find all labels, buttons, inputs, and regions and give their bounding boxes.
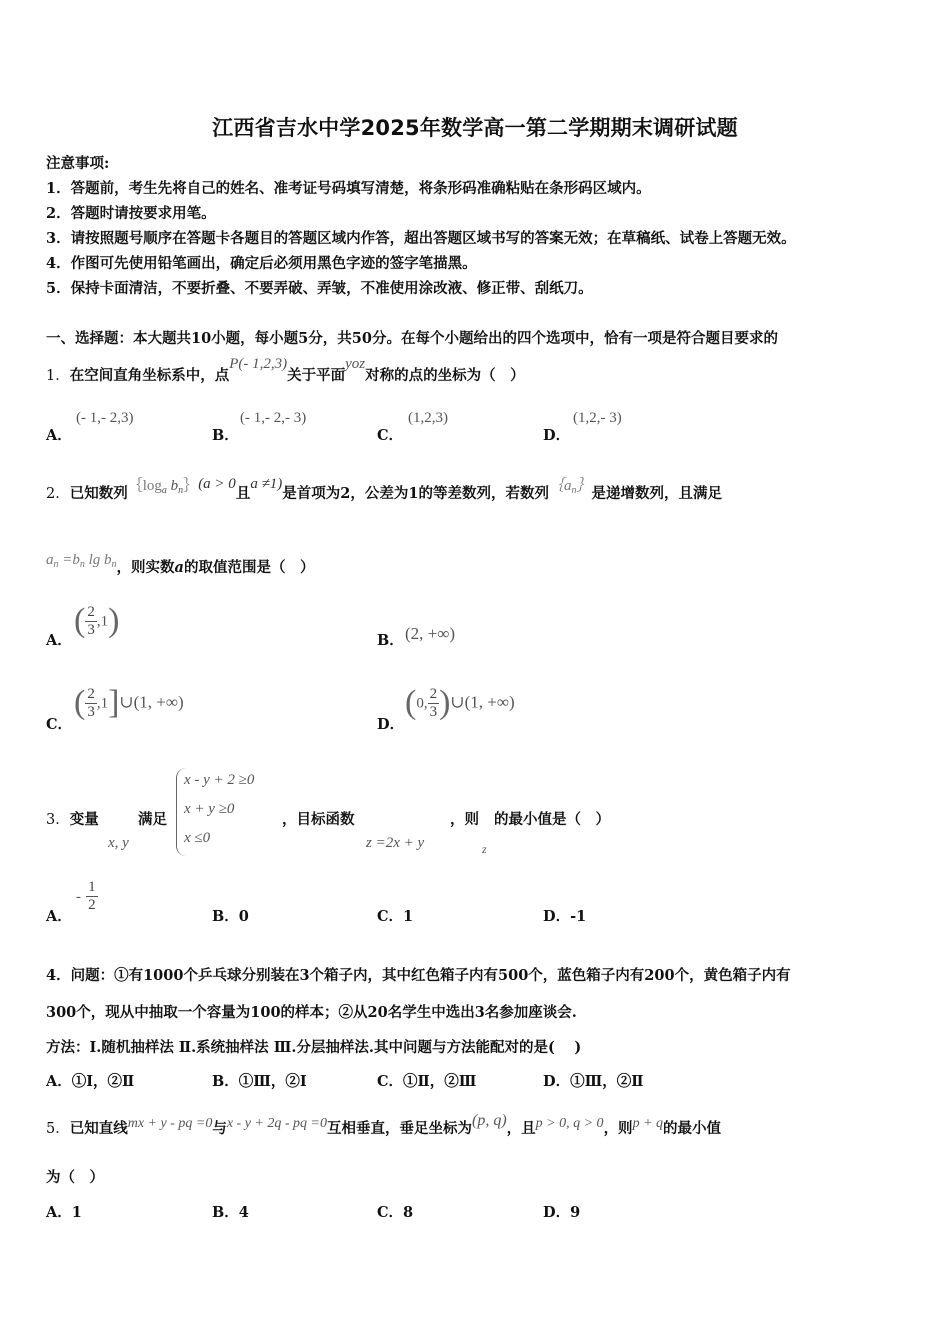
q1-option-a-value: (- 1,- 2,3) xyxy=(76,410,134,426)
q3-option-a[interactable]: A． xyxy=(46,908,72,925)
q5-option-b[interactable]: B．4 xyxy=(212,1204,249,1221)
q3-option-a-value: - $\frac{1}{2}$ xyxy=(76,879,96,913)
q3-text-2: 满足 xyxy=(138,811,167,828)
q5-condition: p > 0, q > 0 xyxy=(535,1116,604,1131)
question-5-line-2: 为（ ） xyxy=(46,1169,104,1186)
question-number: 3． xyxy=(46,812,70,828)
q2-text-4: 是递增数列，且满足 xyxy=(591,485,723,502)
q3-option-d[interactable]: D．-1 xyxy=(543,908,587,925)
q2-option-a[interactable]: A． xyxy=(46,632,72,649)
q2-condition-1: (a > 0 xyxy=(198,476,236,492)
notice-item-1: 1．答题前，考生先将自己的姓名、准考证号码填写清楚，将条形码准确粘贴在条形码区域内。 xyxy=(46,180,651,197)
q2-option-c[interactable]: C． xyxy=(46,716,73,733)
q3-constraint-2: x + y ≥0 xyxy=(184,801,235,817)
q2-text-5: ，则实数 xyxy=(116,559,175,576)
notice-item-4: 4．作图可先使用铅笔画出，确定后必须用黑色字迹的签字笔描黑。 xyxy=(46,255,477,272)
question-4-line-3: 方法：Ⅰ.随机抽样法 Ⅱ.系统抽样法 Ⅲ.分层抽样法.其中问题与方法能配对的是( ) xyxy=(46,1039,582,1056)
question-number: 1． xyxy=(46,368,70,384)
question-5 xyxy=(46,1112,722,1138)
q2-option-c-value: ( $\frac{2}{3}$ ,1]∪(1, +∞) xyxy=(74,684,184,721)
section-heading: 一、选择题：本大题共10小题，每小题5分，共50分。在每个小题给出的四个选项中，恰有一项是符合题目要求的 xyxy=(46,330,778,347)
q3-text-5: 的最小值是（ ） xyxy=(494,811,610,828)
q1-option-b-value: (- 1,- 2,- 3) xyxy=(240,410,307,426)
q3-constraint-3: x ≤0 xyxy=(184,830,211,846)
q5-line-2: x - y + 2q - pq =0 xyxy=(226,1116,327,1131)
q2-log-term: $\{\log_a$ $b_n\}$ xyxy=(127,478,199,496)
q3-text-3: ，目标函数 xyxy=(282,811,355,828)
q2-condition-2: a ≠1) xyxy=(250,476,283,492)
q2-option-d[interactable]: D． xyxy=(377,716,405,733)
q3-text-1: 变量 xyxy=(69,811,99,828)
q3-constraint-1: x - y + 2 ≥0 xyxy=(184,772,255,788)
question-number: 5． xyxy=(46,1121,70,1137)
q2-option-b-value: (2, +∞) xyxy=(405,624,456,643)
q2-text-6: 的取值范围是（ ） xyxy=(183,559,315,576)
q2-text-3: 是首项为2，公差为1的等差数列，若数列 xyxy=(282,485,549,502)
q3-text-4: ，则 xyxy=(450,811,479,828)
q1-option-a[interactable]: A． xyxy=(46,427,72,444)
notice-item-5: 5．保持卡面清洁，不要折叠、不要弄破、弄皱，不准使用涂改液、修正带、刮纸刀。 xyxy=(46,280,593,297)
q3-option-c[interactable]: C．1 xyxy=(377,908,414,925)
q5-option-d[interactable]: D．9 xyxy=(543,1204,581,1221)
q1-option-c[interactable]: C． xyxy=(377,427,404,444)
q2-variable-a: a xyxy=(174,559,184,576)
q2-option-b[interactable]: B． xyxy=(377,632,404,649)
q5-option-c[interactable]: C．8 xyxy=(377,1204,414,1221)
q2-relation: $a_n =b_n$ $\lg b_n$ xyxy=(46,552,117,570)
q2-sequence-an: $\{a_n\}$ xyxy=(548,478,592,496)
q1-point: P(- 1,2,3) xyxy=(229,356,288,372)
q2-text-1: 已知数列 xyxy=(69,485,128,502)
notice-item-2: 2．答题时请按要求用笔。 xyxy=(46,205,216,222)
q5-text-3: 互相垂直，垂足坐标为 xyxy=(327,1120,472,1137)
q3-variables: x, y xyxy=(108,835,129,851)
q5-text-5: ，则 xyxy=(603,1120,633,1137)
q1-plane: yoz xyxy=(345,356,366,372)
notice-heading: 注意事项: xyxy=(46,155,110,172)
page-title: 江西省吉水中学2025年数学高一第二学期期末调研试题 xyxy=(212,116,738,140)
q5-text-2: 与 xyxy=(212,1120,227,1137)
q2-option-a-value: ( $\frac{2}{3}$ ,1) xyxy=(74,602,120,639)
q1-option-c-value: (1,2,3) xyxy=(408,410,448,426)
q3-objective: z =2x + y xyxy=(366,835,425,851)
q2-option-d-value: (0, $\frac{2}{3}$ )∪(1, +∞) xyxy=(405,684,515,721)
q5-text-4: ，且 xyxy=(506,1120,536,1137)
question-3 xyxy=(46,808,99,829)
q4-option-a[interactable]: A．①Ⅰ，②Ⅱ xyxy=(46,1073,135,1090)
q3-option-b[interactable]: B．0 xyxy=(212,908,249,925)
question-2 xyxy=(46,476,723,504)
q5-sum: p + q xyxy=(632,1116,664,1131)
q1-option-b[interactable]: B． xyxy=(212,427,239,444)
q1-option-d[interactable]: D． xyxy=(543,427,571,444)
q5-foot-point: (p, q) xyxy=(472,1112,507,1129)
q5-text-1: 已知直线 xyxy=(69,1120,128,1137)
question-4-line-2: 300个，现从中抽取一个容量为100的样本；②从20名学生中选出3名参加座谈会. xyxy=(46,1004,577,1021)
q4-option-b[interactable]: B．①Ⅲ，②Ⅰ xyxy=(212,1073,307,1090)
question-1 xyxy=(46,356,525,385)
question-4-line-1: 4．问题：①有1000个乒乓球分别装在3个箱子内，其中红色箱子内有500个，蓝色箱子内有200个，黄色箱子内有 xyxy=(46,967,791,984)
q5-text-6: 的最小值 xyxy=(663,1120,722,1137)
q1-text-2: 关于平面 xyxy=(287,367,346,384)
q4-option-c[interactable]: C．①Ⅱ，②Ⅲ xyxy=(377,1073,477,1090)
q2-text-2: 且 xyxy=(235,485,251,502)
q3-z: z xyxy=(482,842,487,856)
q1-option-d-value: (1,2,- 3) xyxy=(573,410,622,426)
q5-line-1: mx + y - pq =0 xyxy=(127,1116,213,1131)
q1-text-3: 对称的点的坐标为（ ） xyxy=(365,367,525,384)
notice-item-3: 3．请按照题号顺序在答题卡各题目的答题区域内作答，超出答题区域书写的答案无效；在草稿纸、试卷上答题无效。 xyxy=(46,230,796,247)
question-2-line-2 xyxy=(46,552,315,578)
q1-text-1: 在空间直角坐标系中，点 xyxy=(69,367,230,384)
question-number: 2． xyxy=(46,486,70,502)
q5-option-a[interactable]: A．1 xyxy=(46,1204,82,1221)
q4-option-d[interactable]: D．①Ⅲ，②Ⅱ xyxy=(543,1073,644,1090)
